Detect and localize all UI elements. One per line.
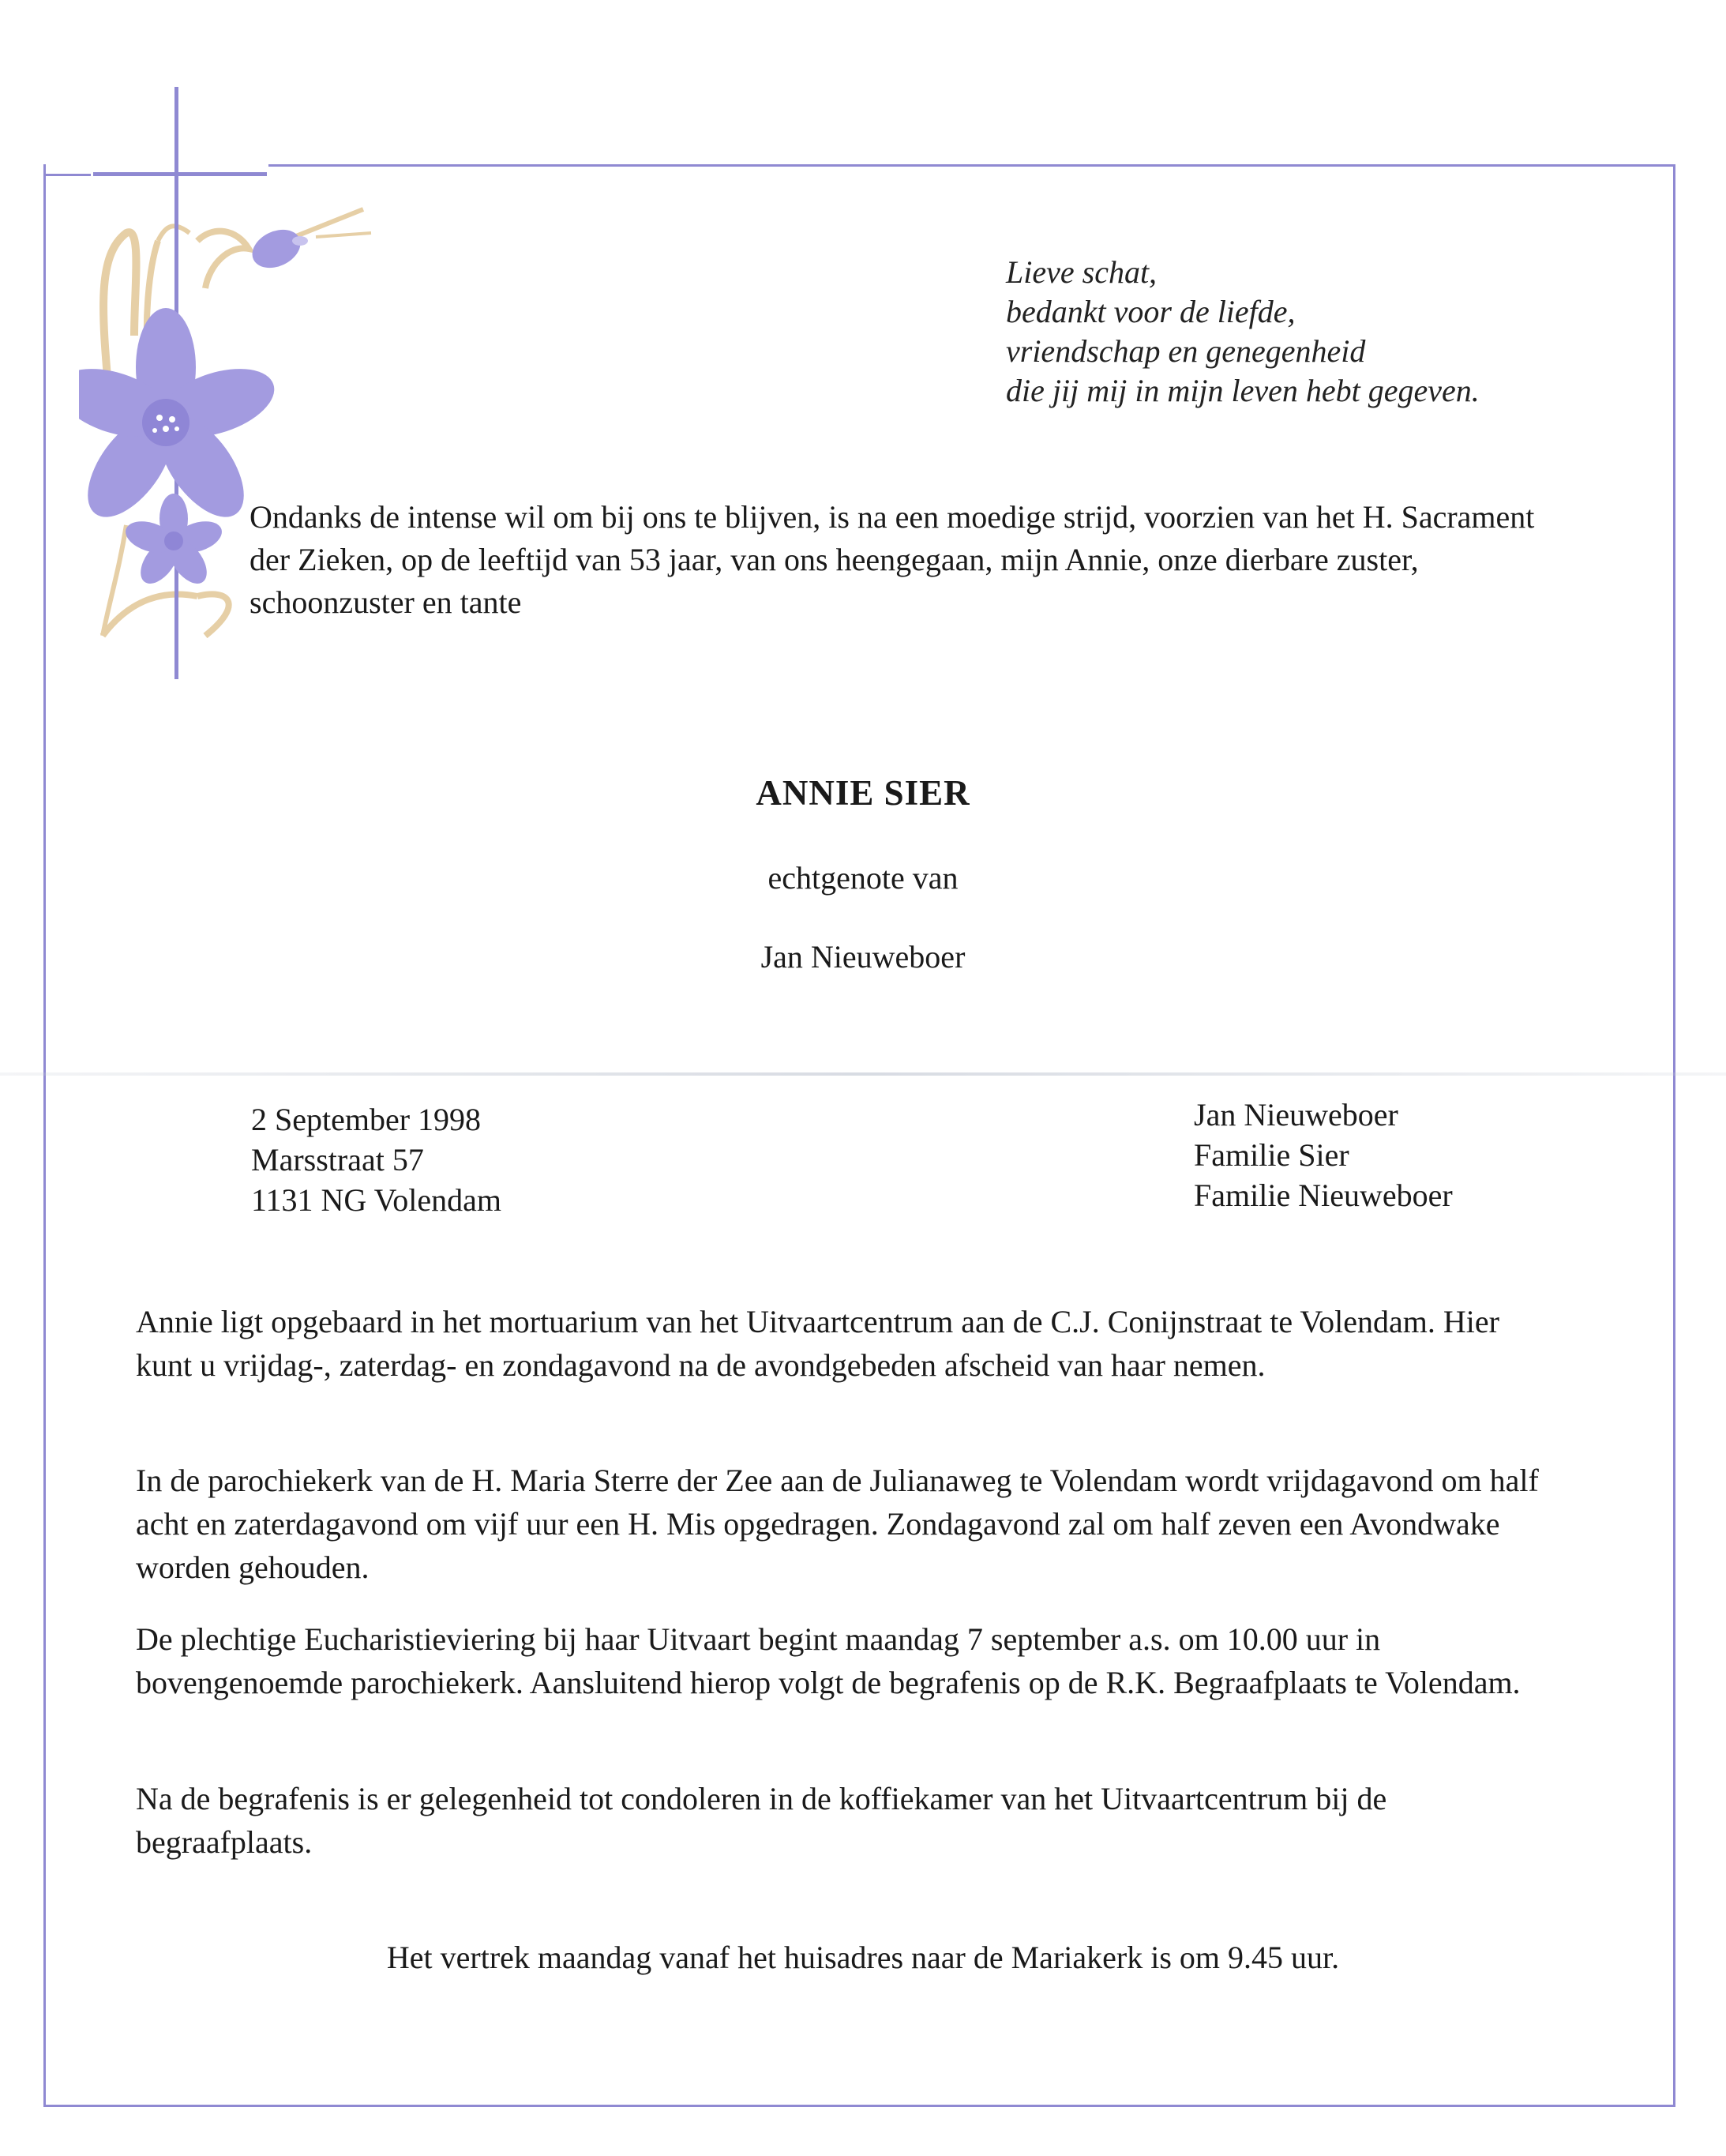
intro-text: Ondanks de intense wil om bij ons te blijven, is na een moedige strijd, voorzien van het H. Sacrament der Zieken, op de leeftijd van 53 jaar, van ons heengegaan, mijn Annie, onze dierbare zuster, schoonzuster en tante — [250, 499, 1535, 620]
relation-text: echtgenote van — [767, 860, 959, 896]
poem-line: vriendschap en genegenheid — [1006, 333, 1366, 369]
deceased-name: ANNIE SIER — [756, 773, 970, 813]
address-line: Marsstraat 57 — [251, 1142, 424, 1178]
poem — [1006, 253, 1606, 411]
poem-line: Lieve schat, — [1006, 254, 1158, 290]
paragraph-viewing: Annie ligt opgebaard in het mortuarium van het Uitvaartcentrum aan de C.J. Conijnstraat te Volendam. Hier kunt u vrijdag-, zaterdag- en zondagavond na de avondgebeden afscheid van haar nemen. — [136, 1304, 1499, 1383]
spouse-name: Jan Nieuweboer — [760, 939, 966, 975]
paragraph-condolence: Na de begrafenis is er gelegenheid tot condoleren in de koffiekamer van het Uitvaartcentrum bij de begraafplaats. — [136, 1781, 1387, 1860]
departure-text: Het vertrek maandag vanaf het huisadres naar de Mariakerk is om 9.45 uur. — [386, 1940, 1340, 1975]
address-block — [251, 1099, 501, 1220]
poem-line: die jij mij in mijn leven hebt gegeven. — [1006, 373, 1480, 408]
family-block — [1194, 1095, 1453, 1215]
poem-line: bedankt voor de liefde, — [1006, 294, 1296, 329]
card-border-top — [268, 164, 1675, 167]
paragraph-funeral: De plechtige Eucharistieviering bij haar Uitvaart begint maandag 7 september a.s. om 10.00 uur in bovengenoemde parochiekerk. Aansluitend hierop volgt de begrafenis op de R.K. Begraafplaats te Volendam. — [136, 1621, 1521, 1700]
address-line: 2 September 1998 — [251, 1102, 482, 1137]
address-line: 1131 NG Volendam — [251, 1182, 502, 1218]
paragraph-mass: In de parochiekerk van de H. Maria Sterre der Zee aan de Julianaweg te Volendam wordt vrijdagavond om half acht en zaterdagavond om vijf uur een H. Mis opgedragen. Zondagavond zal om half zeven een Avondwake worden gehouden. — [136, 1463, 1539, 1585]
family-line: Jan Nieuweboer — [1194, 1097, 1398, 1132]
family-line: Familie Nieuweboer — [1194, 1178, 1453, 1213]
family-line: Familie Sier — [1194, 1137, 1349, 1173]
fold-line — [0, 1072, 1726, 1076]
